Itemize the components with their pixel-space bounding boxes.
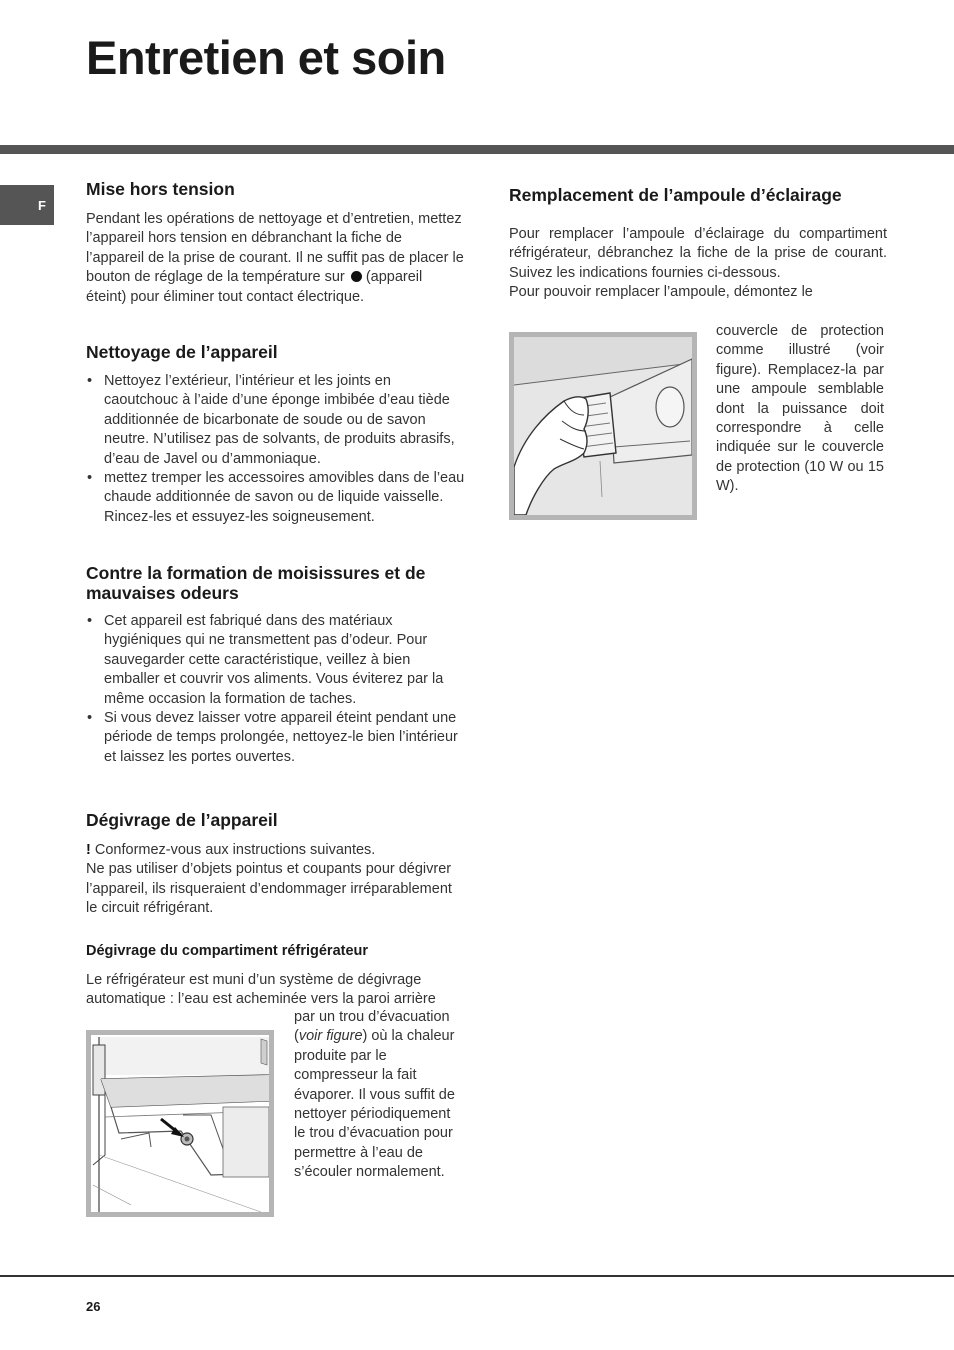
bullet-list <box>86 372 466 527</box>
warning-mark: ! <box>86 842 91 858</box>
page-title: Entretien et soin <box>86 31 446 84</box>
header-rule <box>0 145 954 154</box>
paragraph: Pour remplacer l’ampoule d’éclairage du compartiment réfrigérateur, débranchez la fiche de la prise de courant. Suivez les indications fournies ci-dessous. <box>509 226 887 281</box>
filled-circle-icon <box>351 271 362 282</box>
section-heading: Mise hors tension <box>86 179 235 199</box>
subsection-heading: Dégivrage du compartiment réfrigérateur <box>86 942 369 959</box>
list-item: • mettez tremper les accessoires amovibles dans de l’eau chaude additionnée de savon ou de liquide vaisselle. Rincez-les et essuyez-les soigneusement. <box>86 469 466 527</box>
paragraph-text: (appareil éteint) pour éliminer tout contact électrique. <box>86 269 423 305</box>
paragraph: couvercle de protection comme illustré (voir figure). Remplacez-la par une ampoule semblable dont la puissance doit correspondre à celle indiquée sur le couvercle de protection (10 W ou 15 W). <box>716 323 884 495</box>
bullet-list <box>86 612 466 767</box>
list-item: • Nettoyez l’extérieur, l’intérieur et les joints en caoutchouc à l’aide d’une éponge imbibée d’eau tiède additionnée de bicarbonate de soude ou de savon neutre. N’utilisez pas de solvants, de produits abrasifs, d’eau de Javel ou d’ammoniaque. <box>86 372 466 469</box>
section-degivrage <box>86 810 464 1009</box>
section-heading: Dégivrage de l’appareil <box>86 810 278 830</box>
paragraph: Le réfrigérateur est muni d’un système de dégivrage automatique : l’eau est acheminée vers la paroi arrière <box>86 971 436 1008</box>
section-nettoyage <box>86 342 466 527</box>
drain-hole-figure <box>86 1030 274 1217</box>
list-item: • Cet appareil est fabriqué dans des matériaux hygiéniques qui ne transmettent pas d’odeur. Pour sauvegarder cette caractéristique, veillez à bien emballer et couvrir vos aliments. Vous éviterez par la même occasion la formation de taches. <box>86 612 466 709</box>
lamp-cover-figure <box>509 332 697 520</box>
paragraph-text: Pendant les opérations de nettoyage et d’entretien, mettez l’appareil hors tension en débranchant la fiche de l’appareil de la prise de courant. Il ne suffit pas de placer le bouton de réglage de la température sur <box>86 211 464 286</box>
section-heading: Contre la formation de moisissures et de mauvaises odeurs <box>86 563 426 603</box>
paragraph <box>294 1008 464 1183</box>
drain-hole-illustration <box>91 1035 269 1212</box>
language-tab: F <box>0 185 54 225</box>
section-heading: Nettoyage de l’appareil <box>86 342 278 362</box>
page-number: 26 <box>86 1299 101 1314</box>
paragraph: Pour pouvoir remplacer l’ampoule, démontez le <box>509 284 813 301</box>
warning-text: Conformez-vous aux instructions suivantes. <box>94 842 376 858</box>
figure-reference: voir figure <box>298 1028 363 1045</box>
paragraph-text: ) où la chaleur produite par le compresseur la fait évaporer. Il vous suffit de nettoyer périodiquement le trou d’évacuation pour permettre à l’eau de s’écouler normalement. <box>294 1028 455 1181</box>
paragraph: Ne pas utiliser d’objets pointus et coupants pour dégivrer l’appareil, ils risqueraient d’endommager irréparablement le circuit réfrigérant. <box>86 861 452 917</box>
lamp-cover-illustration <box>514 337 692 515</box>
section-moisissures <box>86 563 466 767</box>
paragraph <box>86 210 464 307</box>
warning-note <box>86 841 464 860</box>
section-ampoule <box>509 185 887 303</box>
section-heading: Remplacement de l’ampoule d’éclairage <box>509 185 842 205</box>
list-item: • Si vous devez laisser votre appareil éteint pendant une période de temps prolongée, nettoyez-le bien l’intérieur et laissez les portes ouvertes. <box>86 709 466 767</box>
section-mise-hors-tension <box>86 179 464 307</box>
paragraph-text: par un trou d’évacuation ( <box>294 1009 450 1045</box>
footer-rule <box>0 1275 954 1277</box>
